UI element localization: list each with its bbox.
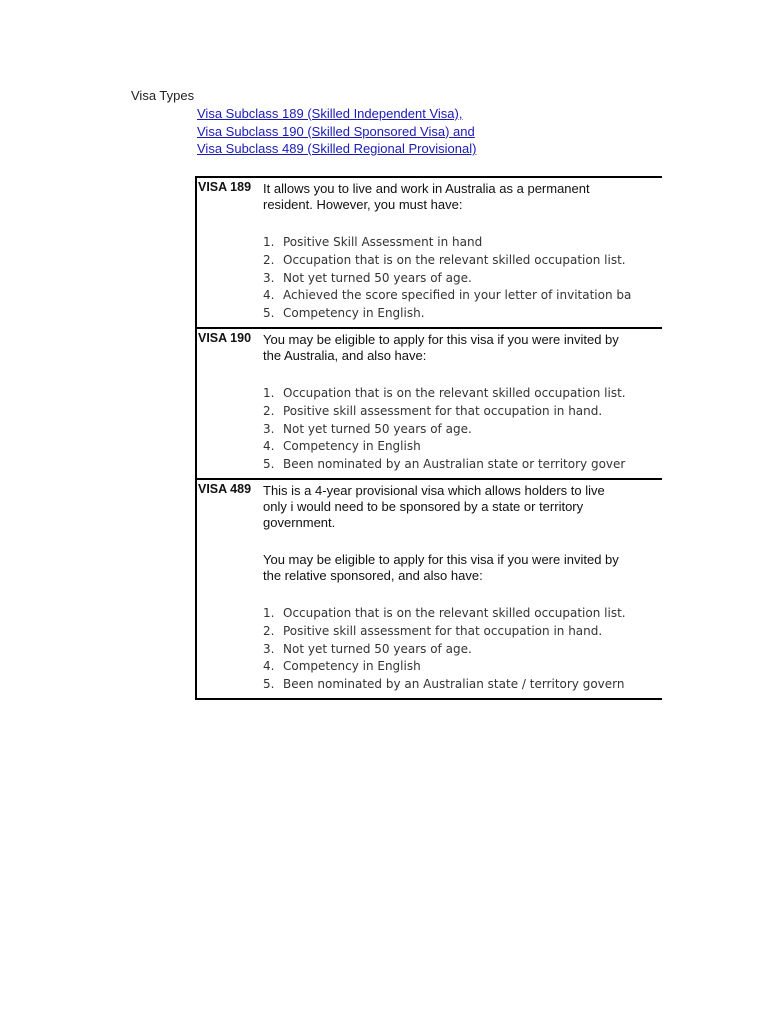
item-number: 2. — [263, 403, 275, 418]
item-text: Competency in English — [283, 659, 421, 674]
visa-489-link[interactable]: Visa Subclass 489 (Skilled Regional Provisional) — [197, 141, 477, 156]
item-text: Achieved the score specified in your letter of invitation ba — [283, 288, 632, 303]
item-text: Occupation that is on the relevant skilled occupation list. — [283, 252, 626, 267]
requirement-item — [263, 234, 662, 252]
visa-code: VISA 190 — [198, 330, 252, 345]
visa-189-link[interactable]: Visa Subclass 189 (Skilled Independent Visa), — [197, 106, 463, 121]
item-number: 4. — [263, 439, 275, 454]
requirement-item — [263, 658, 662, 676]
requirement-item — [263, 456, 662, 474]
item-text: Occupation that is on the relevant skilled occupation list. — [283, 385, 626, 400]
visa-row-190 — [197, 327, 662, 480]
item-text: Not yet turned 50 years of age. — [283, 270, 472, 285]
visa-paragraph: It allows you to live and work in Australia as a permanent resident. However, you must have: — [263, 181, 590, 212]
requirement-item — [263, 305, 662, 323]
link-item — [197, 140, 476, 158]
item-number: 5. — [263, 457, 275, 472]
requirement-item — [263, 421, 662, 439]
item-text: Competency in English. — [283, 306, 425, 321]
requirement-item — [263, 438, 662, 456]
item-number: 5. — [263, 306, 275, 321]
visa-paragraph: You may be eligible to apply for this visa if you were invited by the relative sponsored, and also have: — [263, 551, 619, 583]
item-text: Positive skill assessment for that occupation in hand. — [283, 623, 603, 638]
requirements-list — [263, 605, 662, 694]
item-number: 2. — [263, 623, 275, 638]
visa-code: VISA 489 — [198, 481, 252, 496]
item-number: 3. — [263, 421, 275, 436]
visa-paragraph: This is a 4-year provisional visa which allows holders to live only i would need to be sponsored by a state or territory government. — [263, 482, 605, 530]
item-text: Been nominated by an Australian state / territory govern — [283, 677, 625, 692]
requirement-item — [263, 385, 662, 403]
item-number: 5. — [263, 677, 275, 692]
requirement-item — [263, 287, 662, 305]
link-item — [197, 123, 476, 141]
item-number: 1. — [263, 235, 275, 249]
item-number: 3. — [263, 641, 275, 656]
item-text: Occupation that is on the relevant skilled occupation list. — [283, 605, 626, 620]
item-text: Positive Skill Assessment in hand — [283, 235, 483, 249]
requirement-item — [263, 676, 662, 694]
item-text: Competency in English — [283, 439, 421, 454]
item-number: 4. — [263, 659, 275, 674]
visa-description — [259, 178, 662, 327]
visa-row-189 — [197, 176, 662, 329]
visa-190-link[interactable]: Visa Subclass 190 (Skilled Sponsored Visa) and — [197, 123, 475, 139]
item-number: 3. — [263, 270, 275, 285]
visa-row-489 — [197, 478, 662, 700]
visa-description — [259, 329, 662, 478]
visa-code: VISA 189 — [198, 180, 252, 194]
visa-paragraph: You may be eligible to apply for this visa if you were invited by the Australia, and also have: — [263, 331, 619, 363]
requirements-list — [263, 234, 662, 323]
visa-link-list — [197, 105, 476, 158]
visa-table — [195, 176, 662, 700]
item-text: Not yet turned 50 years of age. — [283, 421, 472, 436]
item-text: Been nominated by an Australian state or territory gover — [283, 457, 626, 472]
requirement-item — [263, 641, 662, 659]
item-number: 1. — [263, 605, 275, 620]
requirement-item — [263, 623, 662, 641]
item-number: 1. — [263, 385, 275, 400]
link-item — [197, 105, 476, 123]
requirement-item — [263, 403, 662, 421]
item-number: 2. — [263, 252, 275, 267]
visa-types-heading: Visa Types — [131, 88, 195, 103]
requirement-item — [263, 252, 662, 270]
visa-description — [259, 480, 662, 698]
requirement-item — [263, 270, 662, 288]
requirement-item — [263, 605, 662, 623]
item-number: 4. — [263, 288, 275, 303]
item-text: Not yet turned 50 years of age. — [283, 641, 472, 656]
requirements-list — [263, 385, 662, 474]
item-text: Positive skill assessment for that occupation in hand. — [283, 403, 603, 418]
